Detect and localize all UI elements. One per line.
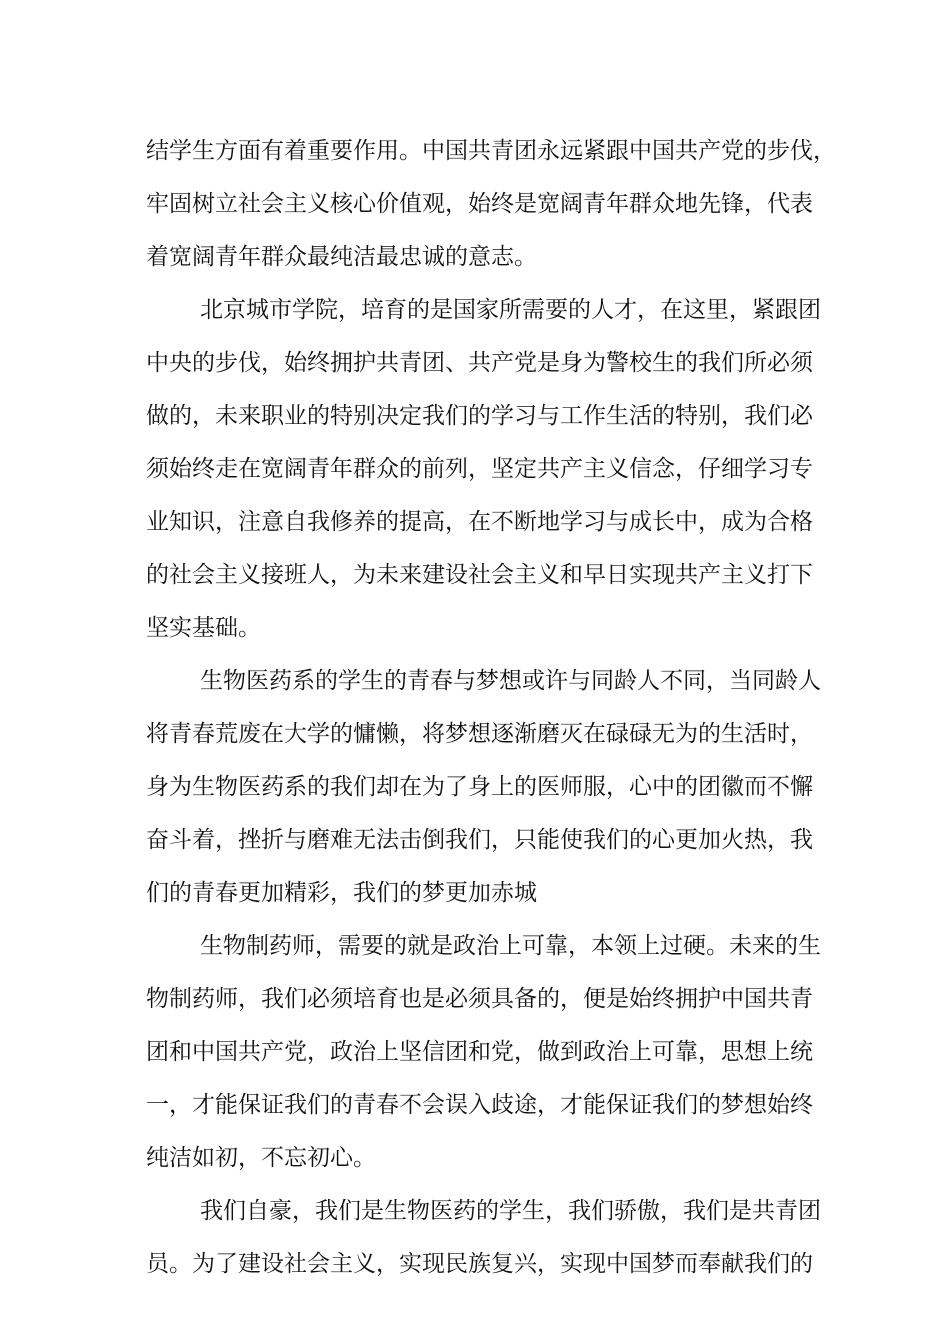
paragraph xyxy=(146,125,836,284)
text-line: 业知识，注意自我修养的提高，在不断地学习与成长中，成为合格 xyxy=(146,509,813,535)
text-line: 物制药师，我们必须培育也是必须具备的，便是始终拥护中国共青 xyxy=(146,986,813,1012)
text-line: 生物制药师，需要的就是政治上可靠，本领上过硬。未来的生 xyxy=(200,933,821,959)
text-line: 须始终走在宽阔青年群众的前列，坚定共产主义信念，仔细学习专 xyxy=(146,456,813,482)
text-line: 纯洁如初，不忘初心。 xyxy=(146,1145,376,1171)
document-body xyxy=(146,125,836,1291)
text-line: 结学生方面有着重要作用。中国共青团永远紧跟中国共产党的步伐， xyxy=(146,138,836,164)
text-line: 坚实基础。 xyxy=(146,615,261,641)
text-line: 的社会主义接班人，为未来建设社会主义和早日实现共产主义打下 xyxy=(146,562,813,588)
text-line: 牢固树立社会主义核心价值观，始终是宽阔青年群众地先锋，代表 xyxy=(146,191,813,217)
text-line: 身为生物医药系的我们却在为了身上的医师服，心中的团徽而不懈 xyxy=(146,774,813,800)
text-line: 北京城市学院，培育的是国家所需要的人才，在这里，紧跟团 xyxy=(200,297,821,323)
text-line: 奋斗着，挫折与磨难无法击倒我们，只能使我们的心更加火热，我 xyxy=(146,827,813,853)
paragraph xyxy=(146,284,821,655)
text-line: 们的青春更加精彩，我们的梦更加赤城 xyxy=(146,880,537,906)
paragraph xyxy=(146,1185,821,1291)
text-line: 我们自豪，我们是生物医药的学生，我们骄傲，我们是共青团 xyxy=(200,1198,821,1224)
text-line: 做的，未来职业的特别决定我们的学习与工作生活的特别，我们必 xyxy=(146,403,813,429)
paragraph xyxy=(146,655,821,920)
paragraph xyxy=(146,920,821,1185)
text-line: 生物医药系的学生的青春与梦想或许与同龄人不同，当同龄人 xyxy=(200,668,821,694)
text-line: 团和中国共产党，政治上坚信团和党，做到政治上可靠，思想上统 xyxy=(146,1039,813,1065)
text-line: 着宽阔青年群众最纯洁最忠诚的意志。 xyxy=(146,244,537,270)
text-line: 员。为了建设社会主义，实现民族复兴，实现中国梦而奉献我们的 xyxy=(146,1251,813,1277)
text-line: 将青春荒废在大学的慵懒，将梦想逐渐磨灭在碌碌无为的生活时， xyxy=(146,721,813,747)
text-line: 一，才能保证我们的青春不会误入歧途，才能保证我们的梦想始终 xyxy=(146,1092,813,1118)
text-line: 中央的步伐，始终拥护共青团、共产党是身为警校生的我们所必须 xyxy=(146,350,813,376)
